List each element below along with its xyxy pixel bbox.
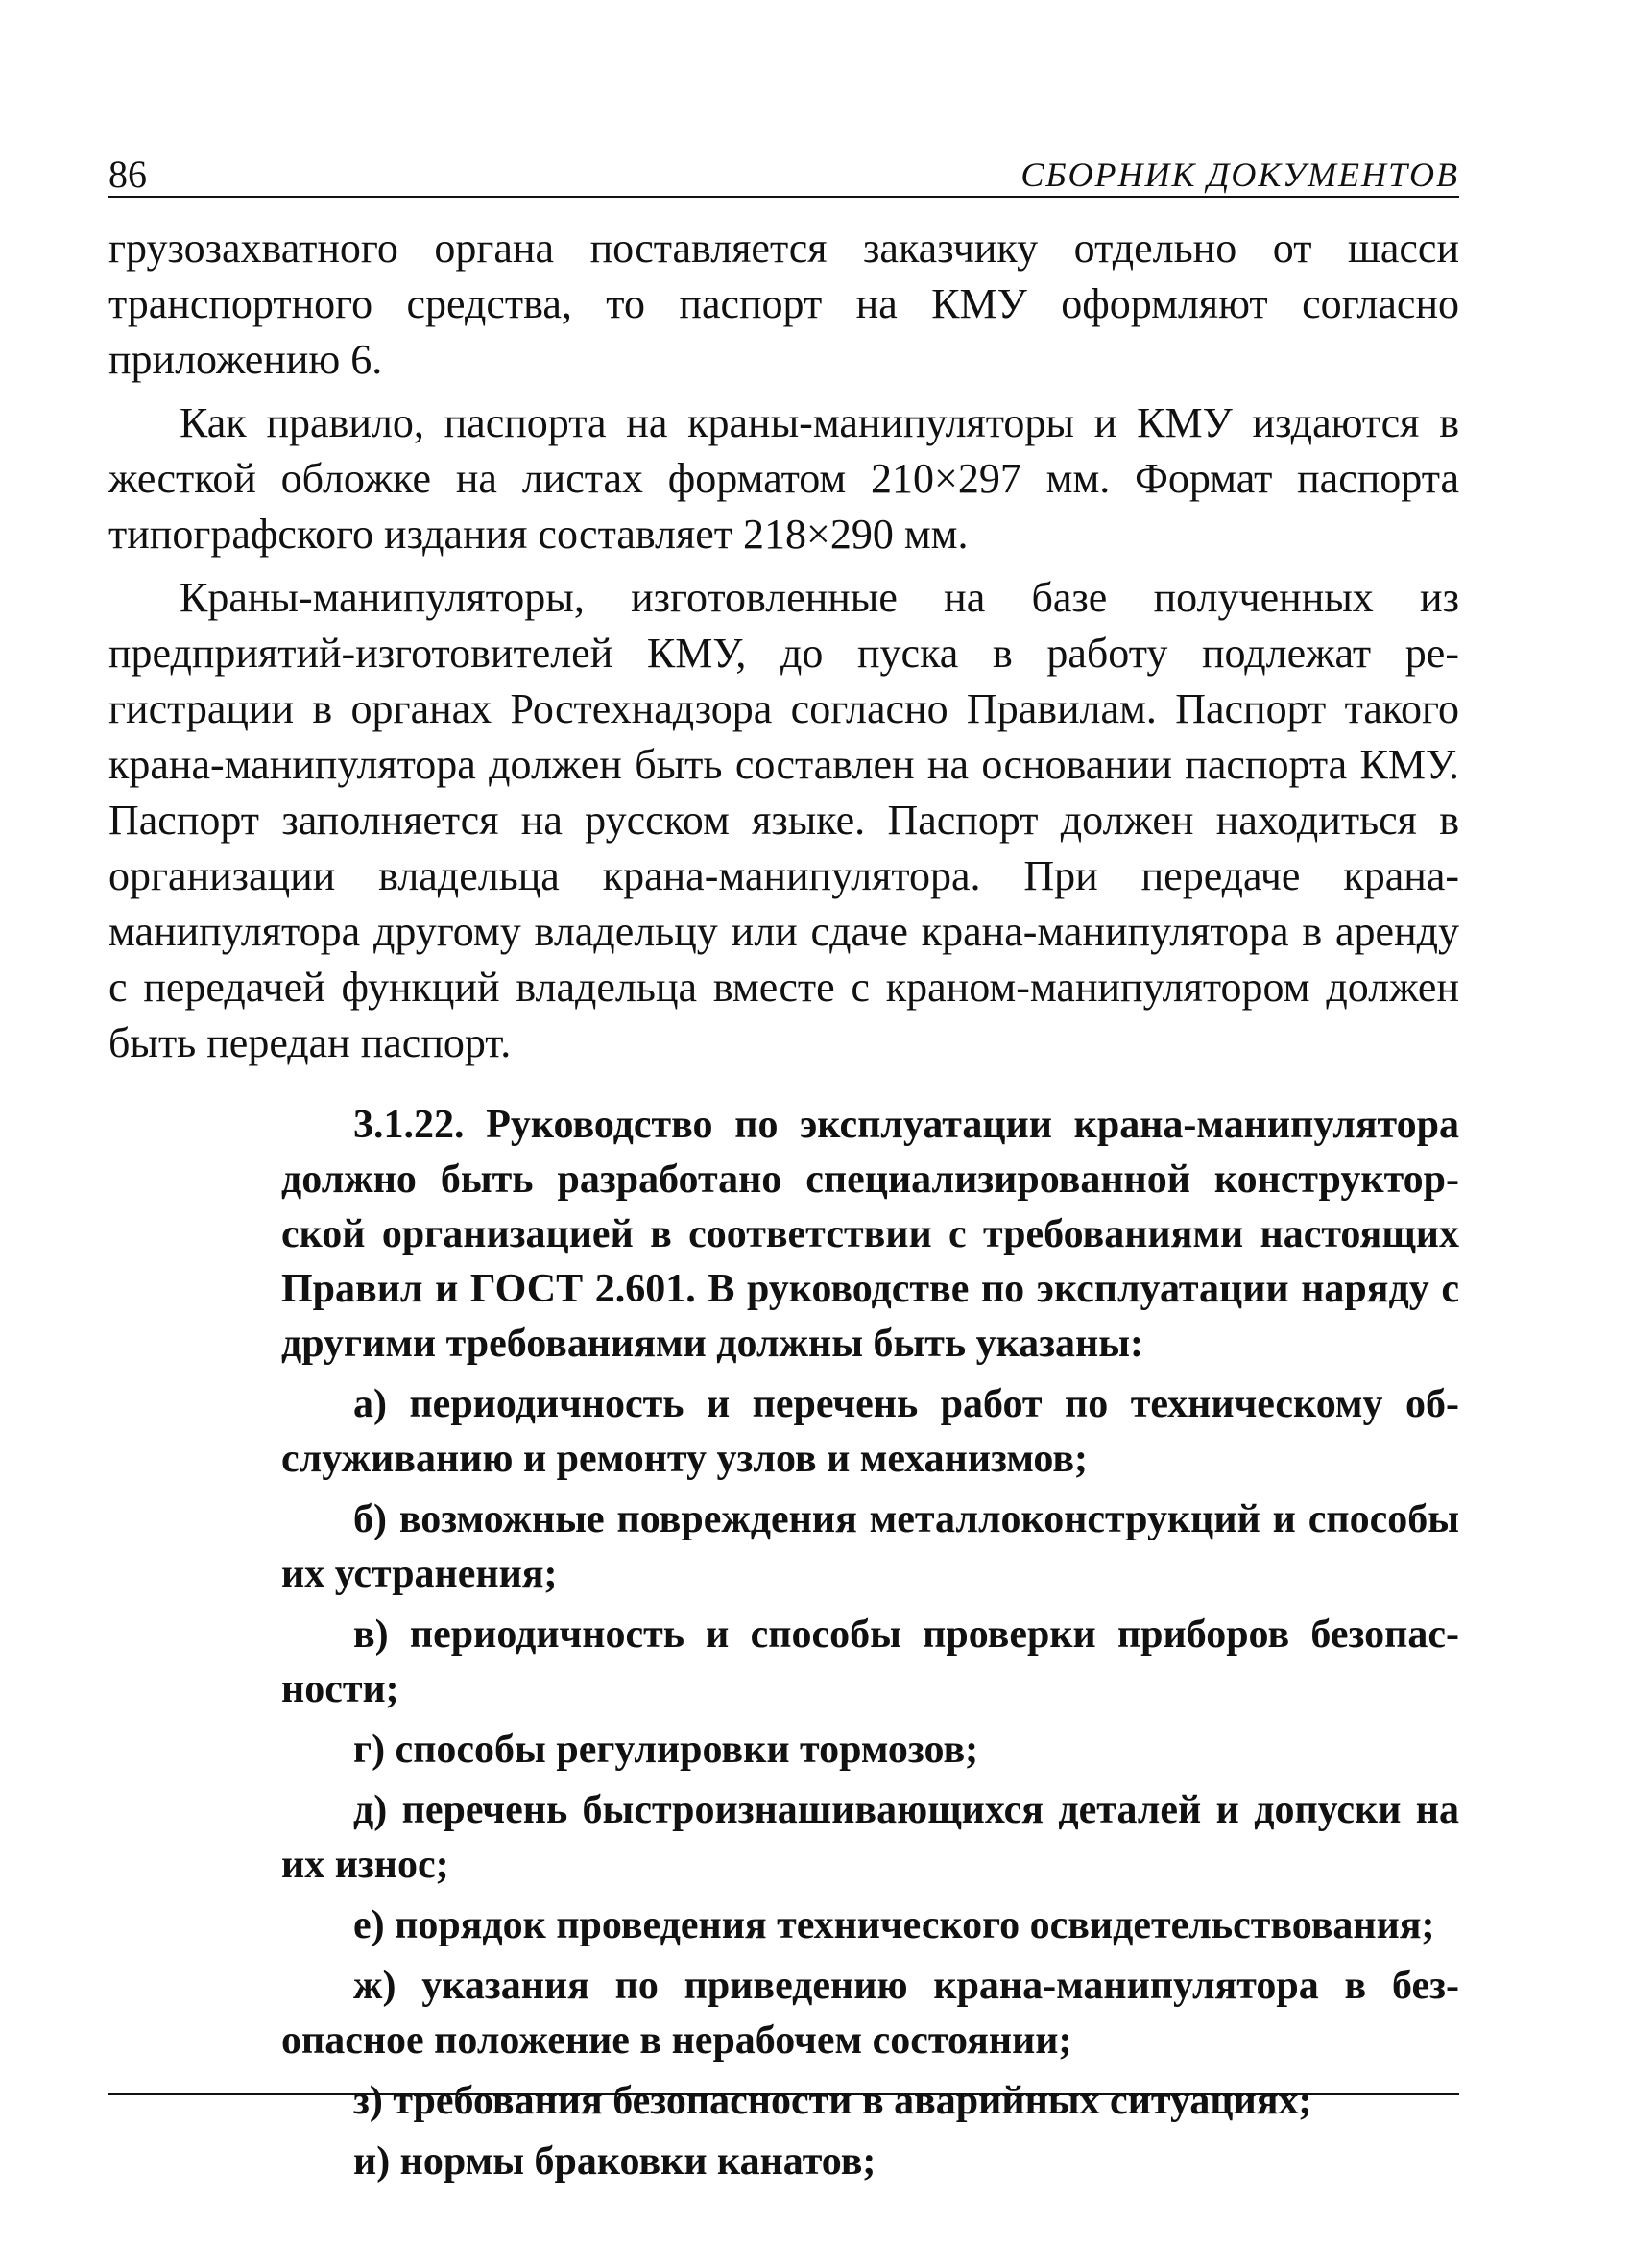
- footer-rule: [108, 2093, 1459, 2095]
- page-header: [108, 144, 1459, 198]
- body-text: [108, 221, 1459, 1071]
- list-item: б) возможные повреждения металлоконструкций и способы их устранения;: [281, 1497, 1459, 1596]
- list-item: ж) указания по приведению крана-манипулятора в безопасное положение в нерабочем состоянии;: [281, 1964, 1459, 2063]
- section-lead: 3.1.22. Руководство по эксплуатации крана-манипулятора должно быть разработано специализированной конструкторской организацией в соответствии с требованиями настоящих Правил и ГОСТ 2.601. В руководстве по эксплуатации наряду с другими требованиями должны быть указаны:: [281, 1103, 1459, 1366]
- page: [108, 144, 1459, 2195]
- paragraph-registration: Краны-манипуляторы, изготовленные на базе полученных из предприятий-изготовителей КМУ, до пуска в работу подлежат регистрации в органах Ростехнадзора согласно Правилам. Паспорт такого крана-манипулятора должен быть составлен на основании паспорта КМУ. Паспорт заполняется на русском языке. Паспорт должен находиться в организации владельца крана-манипулятора. При передаче крана-манипулятора другому владельцу или сдаче крана-манипулятора в аренду с передачей функций владельца вместе с краном-манипулятором должен быть передан паспорт.: [108, 574, 1459, 1066]
- page-number: 86: [108, 153, 147, 196]
- running-head: СБОРНИК ДОКУМЕНТОВ: [1020, 155, 1459, 194]
- list-item: и) нормы браковки канатов;: [353, 2139, 876, 2184]
- list-item: д) перечень быстроизнашивающихся деталей и допуски на их износ;: [281, 1788, 1459, 1887]
- list-item: г) способы регулировки тормозов;: [353, 1728, 979, 1772]
- paragraph-passport-format: Как правило, паспорта на краны-манипуляторы и КМУ издаются в жесткой обложке на листах форматом 210×297 мм. Формат паспорта типографского издания составляет 218×290 мм.: [108, 399, 1459, 558]
- paragraph-continuation: грузозахватного органа поставляется заказчику отдельно от шасси транспортного средства, то паспорт на КМУ оформляют согласно приложению 6.: [108, 225, 1459, 383]
- section-3-1-22: [281, 1098, 1459, 2189]
- list-item: е) порядок проведения технического освидетельствования;: [353, 1903, 1435, 1947]
- list-item: з) требования безопасности в аварийных ситуациях;: [353, 2079, 1312, 2123]
- list-item: а) периодичность и перечень работ по техническому обслуживанию и ремонту узлов и механизмов;: [281, 1382, 1459, 1481]
- list-item: в) периодичность и способы проверки приборов безопасности;: [281, 1612, 1459, 1711]
